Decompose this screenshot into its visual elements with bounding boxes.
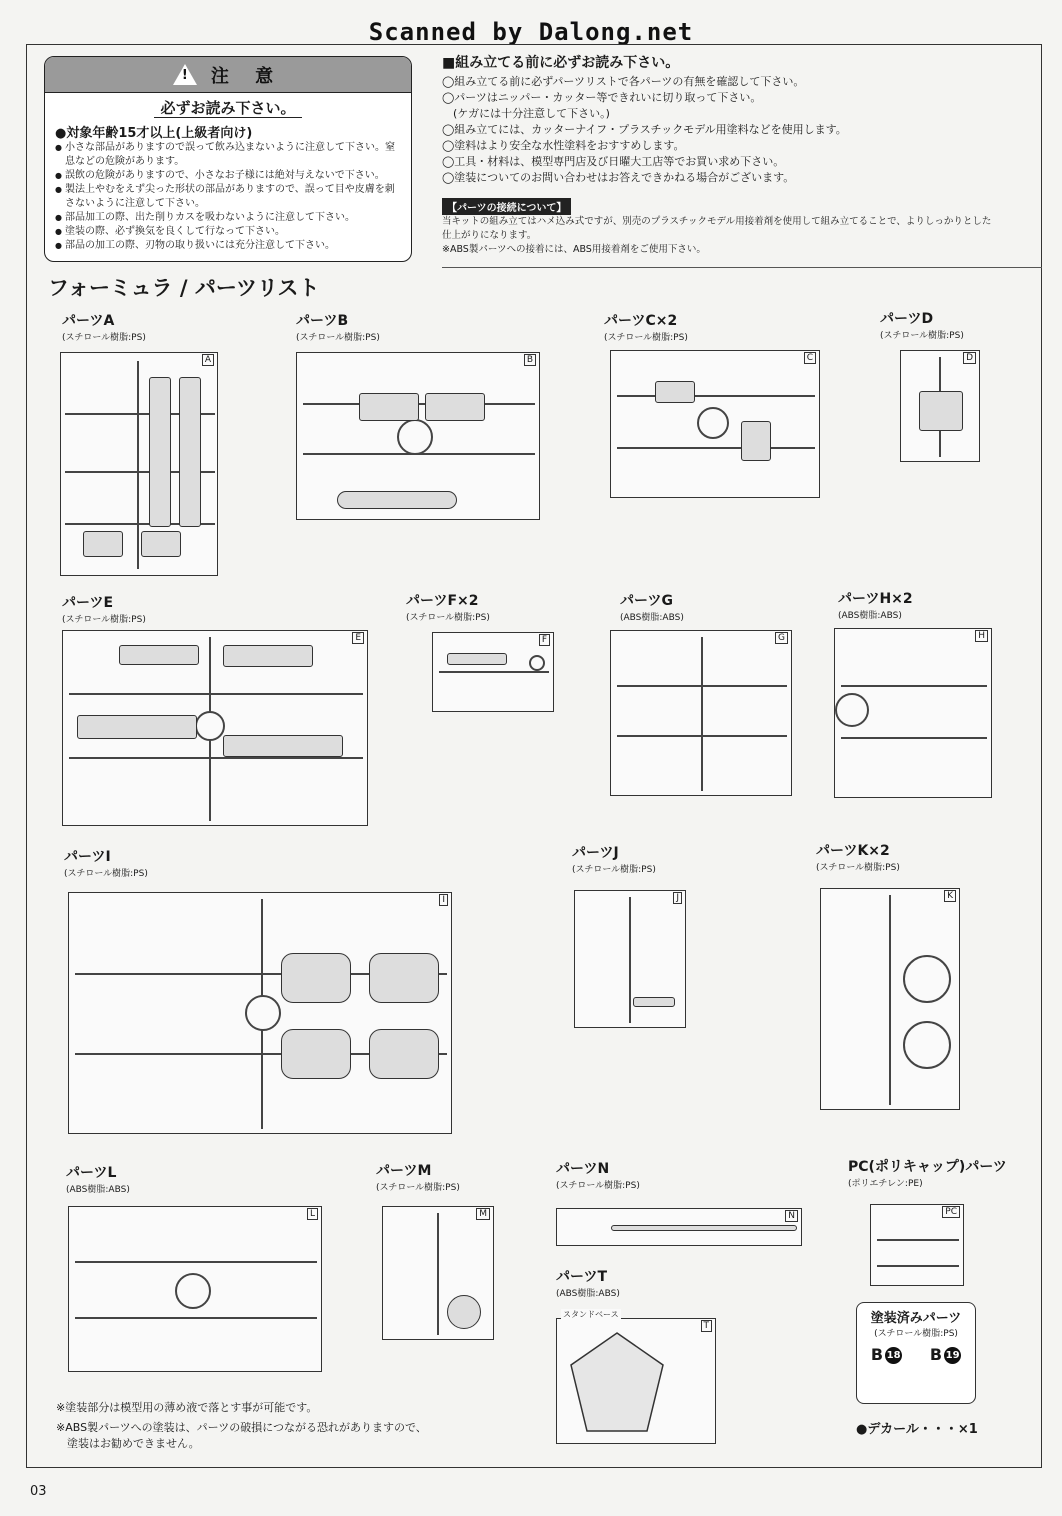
part-label-pc: PC(ポリキャップ)パーツ (ポリエチレン:PE) [848,1159,1007,1189]
page-number: 03 [30,1484,47,1499]
connection-notes [442,196,1042,257]
sprue-g: G [610,630,792,796]
caution-box [44,56,412,262]
painted-parts-box [856,1302,976,1404]
instructions-title: ■組み立てる前に必ずお読み下さい。 [442,55,680,71]
connection-line: 仕上がりになります。 [442,230,537,241]
caution-header [45,57,411,93]
paint-note: ※塗装部分は模型用の薄め液で落とす事が可能です。 [56,1401,318,1414]
part-label-k: パーツK×2 (スチロール樹脂:PS) [816,843,900,873]
parts-list-title: フォーミュラ / パーツリスト [48,276,320,300]
sprue-h: H [834,628,992,798]
part-label-g: パーツG (ABS樹脂:ABS) [620,593,684,623]
abs-note-cont: 塗装はお勧めできません。 [56,1437,200,1450]
instruction-line: ◯組み立てには、カッターナイフ・プラスチックモデル用塗料などを使用します。 [442,123,847,136]
part-label-l: パーツL (ABS樹脂:ABS) [66,1165,130,1195]
part-label-d: パーツD (スチロール樹脂:PS) [880,311,964,341]
abs-note: ※ABS製パーツへの塗装は、パーツの破損につながる恐れがありますので、 [56,1421,427,1434]
caution-item: ● 部品の加工の際、刃物の取り扱いには充分注意して下さい。 [55,239,401,253]
sprue-e: E [62,630,368,826]
sprue-m: M [382,1206,494,1340]
sprue-i: I [68,892,452,1134]
part-label-b: パーツB (スチロール樹脂:PS) [296,313,380,343]
caution-title: 注 意 [210,65,284,87]
warning-icon [173,64,197,85]
part-label-c: パーツC×2 (スチロール樹脂:PS) [604,313,688,343]
sprue-d: D [900,350,980,462]
sprue-c: C [610,350,820,498]
caution-list [45,141,411,253]
caution-age: ●対象年齢15才以上(上級者向け) [55,126,253,141]
part-label-j: パーツJ (スチロール樹脂:PS) [572,845,656,875]
part-label-n: パーツN (スチロール樹脂:PS) [556,1161,640,1191]
sprue-n: N [556,1208,802,1246]
sprue-j: J [574,890,686,1028]
caution-item: ● 小さな部品がありますので誤って飲み込まないように注意して下さい。窒息などの危険があります。 [55,141,401,169]
instructions-block [442,52,1042,268]
sprue-t: T スタンドベース [556,1318,716,1444]
instruction-line: ◯工具・材料は、模型専門店及び日曜大工店等でお買い求め下さい。 [442,155,785,168]
part-label-i: パーツI (スチロール樹脂:PS) [64,849,148,879]
part-label-a: パーツA (スチロール樹脂:PS) [62,313,146,343]
part-label-h: パーツH×2 (ABS樹脂:ABS) [838,591,913,621]
instruction-line: ◯塗装についてのお問い合わせはお答えできかねる場合がございます。 [442,171,795,184]
painted-title: 塗装済みパーツ [870,1311,962,1326]
painted-item: B 19 [929,1345,960,1364]
caution-item: ● 部品加工の際、出た削りカスを吸わないように注意して下さい。 [55,211,401,225]
part-label-m: パーツM (スチロール樹脂:PS) [376,1163,460,1193]
sprue-b: B [296,352,540,520]
instruction-line: ◯塗料はより安全な水性塗料をおすすめします。 [442,139,685,152]
sprue-l: L [68,1206,322,1372]
connection-line: 当キットの組み立てはハメ込み式ですが、別売のプラスチックモデル用接着剤を使用して組み立てることで、よりしっかりとした [442,216,992,227]
sprue-pc: PC [870,1204,964,1286]
scan-banner: Scanned by Dalong.net [368,18,694,46]
decal-count: ●デカール・・・×1 [856,1422,978,1437]
part-label-t: パーツT (ABS樹脂:ABS) [556,1269,620,1299]
part-label-f: パーツF×2 (スチロール樹脂:PS) [406,593,490,623]
sprue-f: F [432,632,554,712]
painted-material: (スチロール樹脂:PS) [874,1329,958,1339]
caution-subtitle: 必ずお読み下さい。 [45,97,411,118]
caution-item: ● 製法上やむをえず尖った形状の部品がありますので、誤って目や皮膚を刺さないように注意して下さい。 [55,183,401,211]
caution-item: ● 誤飲の危険がありますので、小さなお子様には絶対与えないで下さい。 [55,169,401,183]
sprue-k: K [820,888,960,1110]
instruction-line: (ケガには十分注意して下さい。) [442,107,610,120]
instruction-line: ◯パーツはニッパー・カッター等できれいに切り取って下さい。 [442,91,762,104]
instruction-line: ◯組み立てる前に必ずパーツリストで各パーツの有無を確認して下さい。 [442,75,805,88]
painted-item: B 18 [870,1345,901,1364]
sprue-a: A [60,352,218,576]
connection-title: 【パーツの接続について】 [442,198,571,215]
connection-line: ※ABS製パーツへの接着には、ABS用接着剤をご使用下さい。 [442,244,706,255]
part-label-e: パーツE (スチロール樹脂:PS) [62,595,146,625]
caution-item: ● 塗装の際、必ず換気を良くして行なって下さい。 [55,225,401,239]
